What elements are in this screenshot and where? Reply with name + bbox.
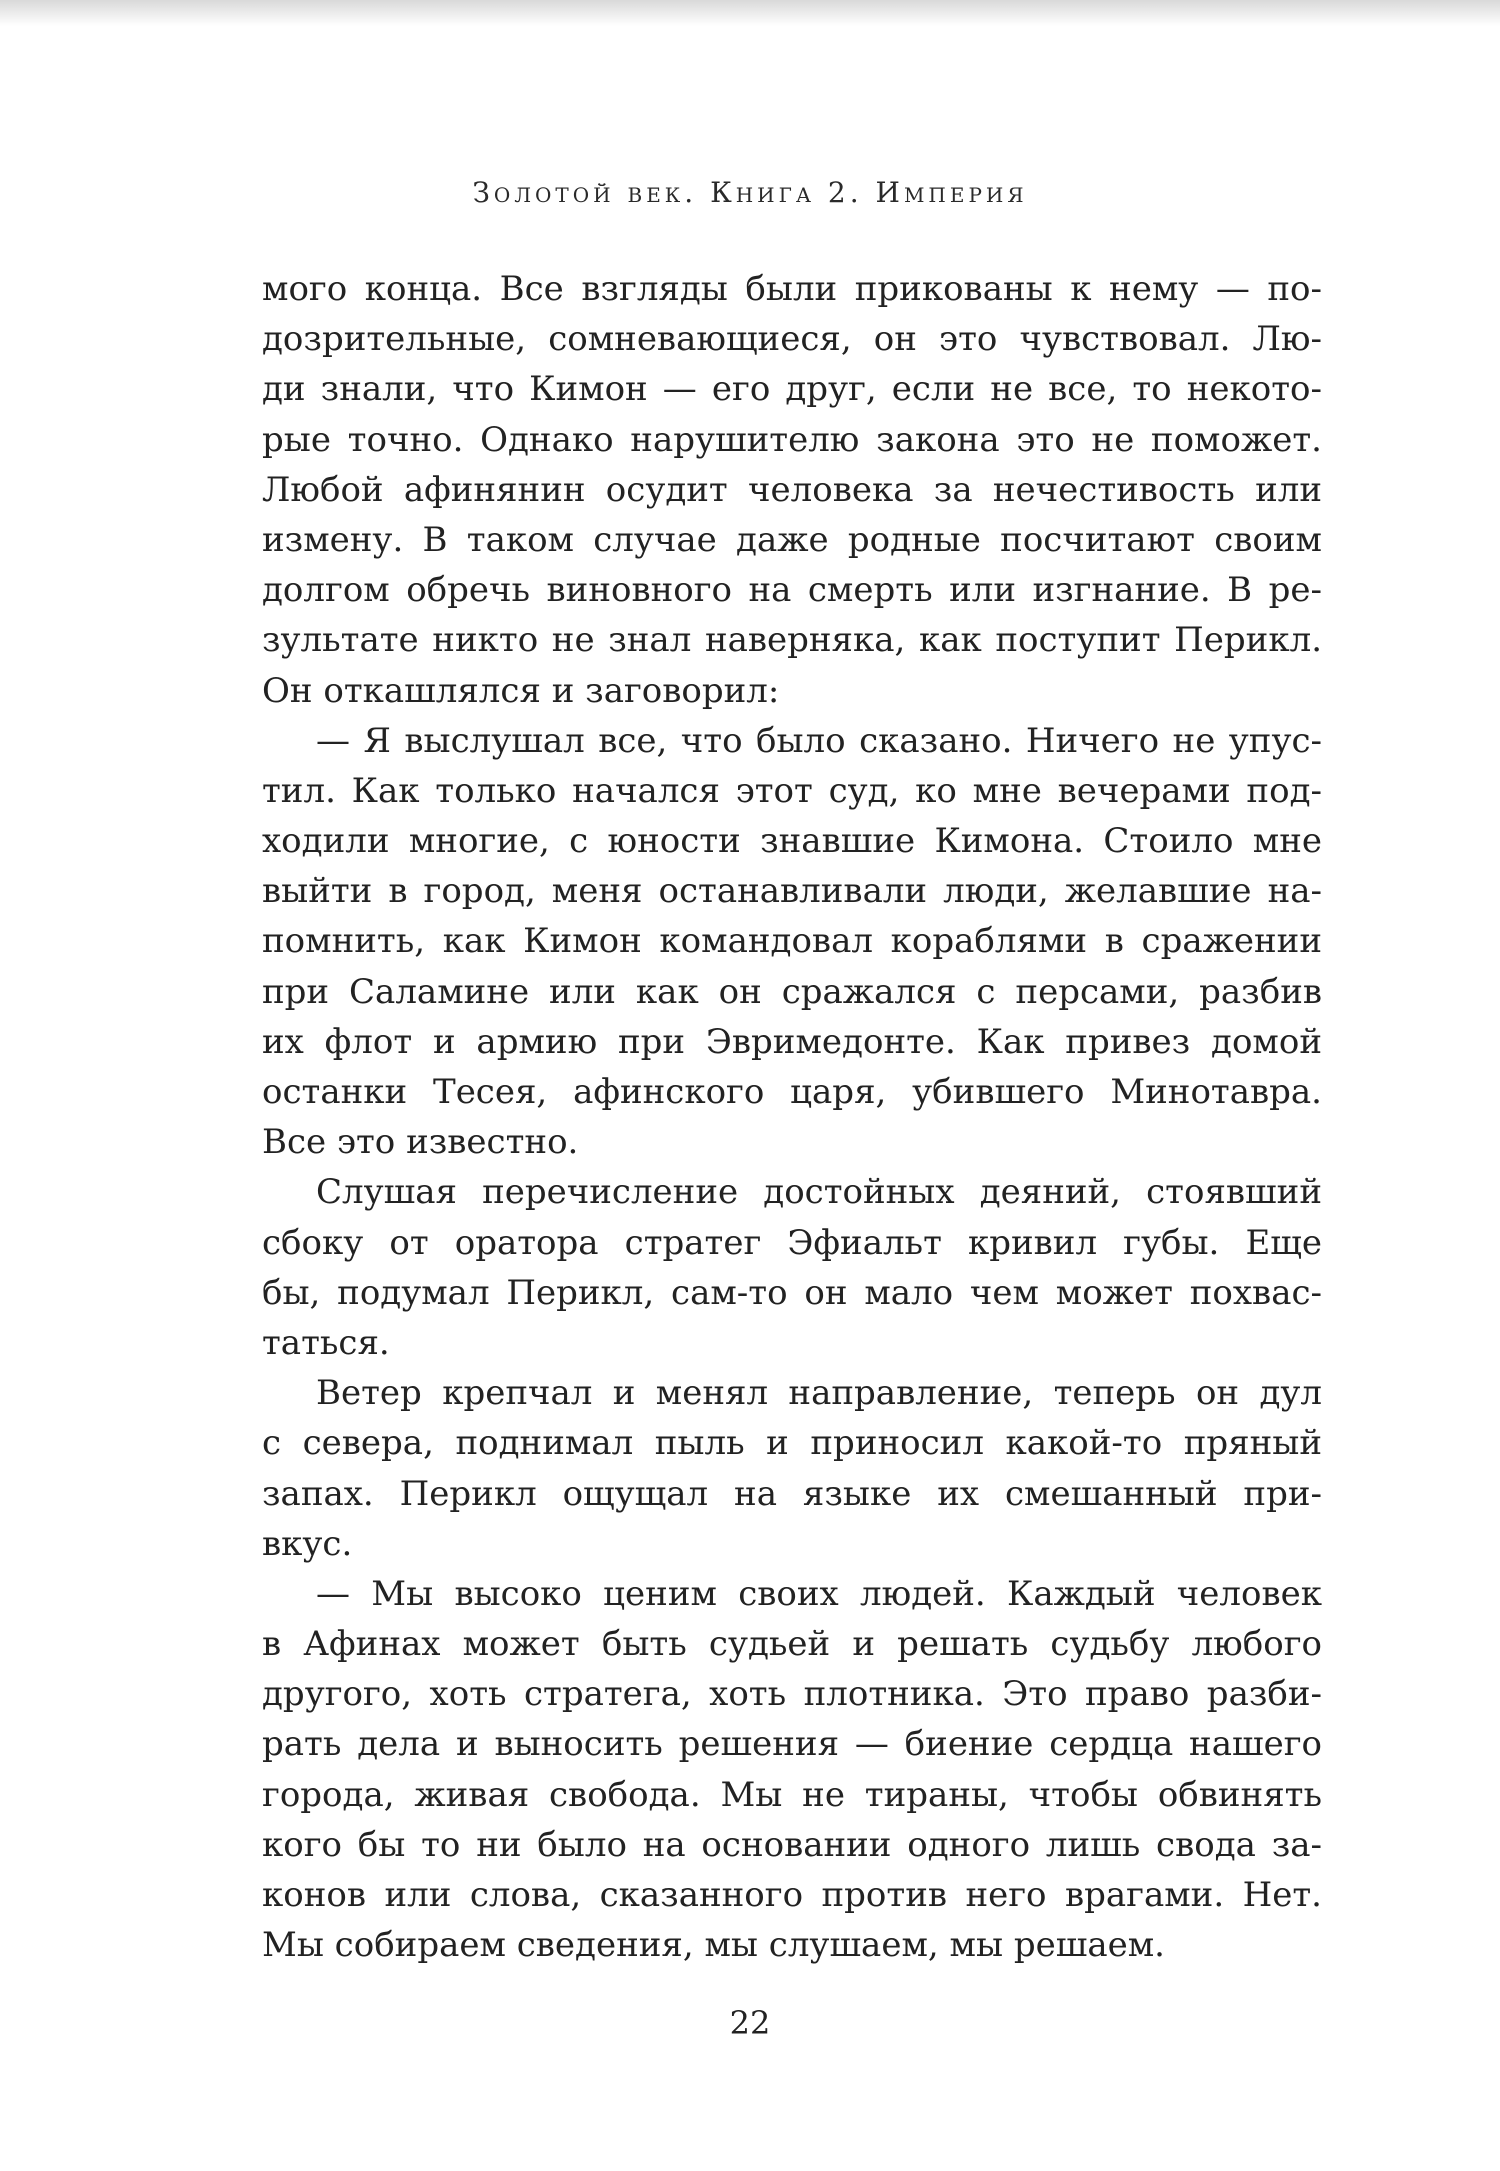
text-line: с севера, поднимал пыль и приносил какой-то пряный — [262, 1423, 1322, 1464]
text-line: Любой афинянин осудит человека за нечестивость или — [262, 469, 1322, 510]
text-line: помнить, как Кимон командовал кораблями в сражении — [262, 921, 1322, 962]
page-number: 22 — [729, 2004, 771, 2042]
text-line: — Мы высоко ценим своих людей. Каждый человек — [316, 1573, 1322, 1614]
text-line: долгом обречь виновного на смерть или изгнание. В ре- — [262, 570, 1322, 611]
text-line: тил. Как только начался этот суд, ко мне вечерами под- — [262, 770, 1322, 811]
text-line: Слушая перечисление достойных деяний, стоявший — [316, 1172, 1322, 1213]
text-line: вкус. — [262, 1523, 353, 1564]
text-line: другого, хоть стратега, хоть плотника. Это право разби- — [262, 1674, 1322, 1715]
text-line: сбоку от оратора стратег Эфиальт кривил губы. Еще — [262, 1222, 1322, 1263]
page-top-edge — [0, 0, 1500, 26]
text-line: города, живая свобода. Мы не тираны, чтобы обвинять — [262, 1774, 1322, 1815]
text-line: останки Тесея, афинского царя, убившего Минотавра. — [262, 1072, 1322, 1112]
text-line: в Афинах может быть судьей и решать судьбу любого — [262, 1624, 1322, 1665]
running-head: Золотой век. Книга 2. Империя — [472, 176, 1028, 209]
text-line: таться. — [262, 1322, 390, 1363]
text-line: ходили многие, с юности знавшие Кимона. Стоило мне — [262, 821, 1322, 862]
text-line: — Я выслушал все, что было сказано. Ничего не упус- — [316, 720, 1322, 761]
text-line: рать дела и выносить решения — биение сердца нашего — [262, 1724, 1322, 1765]
text-line: конов или слова, сказанного против него врагами. Нет. — [262, 1875, 1322, 1915]
text-line: кого бы то ни было на основании одного лишь свода за- — [262, 1824, 1322, 1865]
text-line: Он откашлялся и заговорил: — [262, 670, 780, 711]
text-line: при Саламине или как он сражался с персами, разбив — [262, 971, 1322, 1012]
text-line: запах. Перикл ощущал на языке их смешанный при- — [262, 1473, 1322, 1514]
text-line: дозрительные, сомневающиеся, он это чувствовал. Лю- — [262, 319, 1322, 360]
text-line: измену. В таком случае даже родные посчитают своим — [262, 519, 1322, 560]
text-line: их флот и армию при Эвримедонте. Как привез домой — [262, 1021, 1322, 1062]
text-line: бы, подумал Перикл, сам-то он мало чем может похвас- — [262, 1272, 1322, 1313]
text-line: Мы собираем сведения, мы слушаем, мы решаем. — [262, 1925, 1165, 1966]
text-line: Ветер крепчал и менял направление, теперь он дул — [316, 1373, 1322, 1414]
text-line: рые точно. Однако нарушителю закона это не поможет. — [262, 419, 1322, 460]
text-line: мого конца. Все взгляды были прикованы к нему — по- — [262, 269, 1322, 309]
body-text — [262, 264, 1322, 1970]
text-line: зультате никто не знал наверняка, как поступит Перикл. — [262, 620, 1322, 661]
text-line: ди знали, что Кимон — его друг, если не все, то некото- — [262, 369, 1322, 410]
text-line: выйти в город, меня останавливали люди, желавшие на- — [262, 871, 1322, 912]
text-line: Все это известно. — [262, 1122, 579, 1163]
